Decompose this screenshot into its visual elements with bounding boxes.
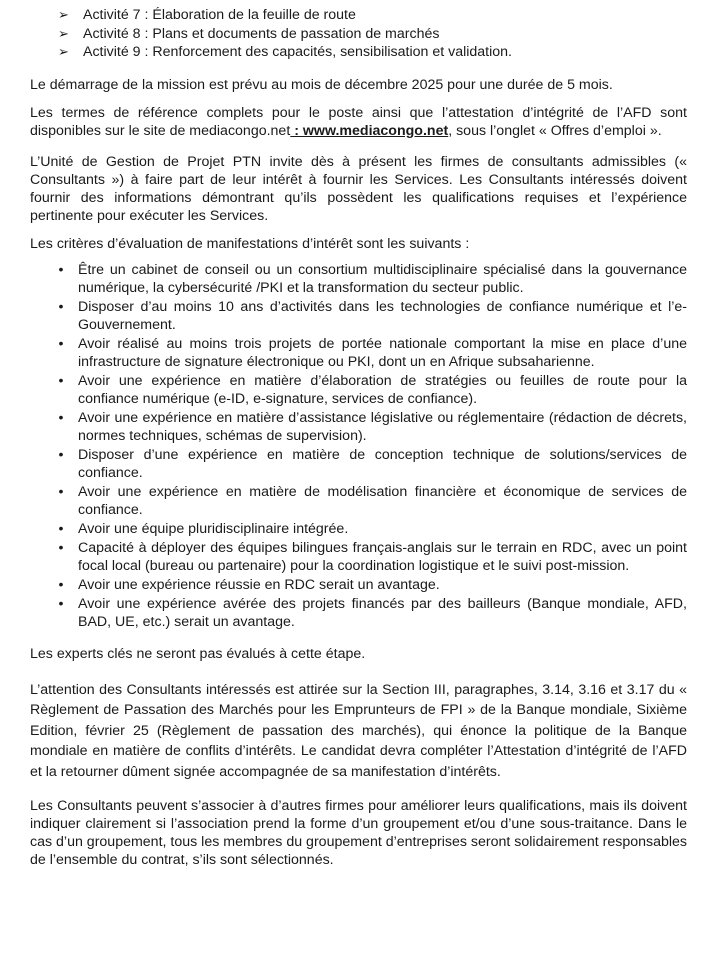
- dot-bullet-icon: •: [58, 576, 64, 593]
- dot-bullet-icon: •: [58, 261, 64, 278]
- arrow-bullet-icon: ➢: [58, 7, 69, 22]
- dot-bullet-icon: •: [58, 335, 64, 352]
- arrow-bullet-icon: ➢: [58, 44, 69, 59]
- list-item: ➢ Activité 9 : Renforcement des capacités, sensibilisation et validation.: [58, 44, 512, 60]
- arrow-bullet-icon: ➢: [58, 25, 69, 41]
- dot-bullet-icon: •: [58, 298, 64, 315]
- mediacongo-link[interactable]: : www.mediacongo.net: [290, 122, 449, 139]
- dot-bullet-icon: •: [58, 483, 64, 500]
- list-item: • Disposer d’une expérience en matière de conception technique de solutions/services de confiance.: [54, 446, 687, 482]
- list-item: ➢ Activité 8 : Plans et documents de passation de marchés: [58, 25, 440, 42]
- dot-bullet-icon: •: [58, 446, 64, 463]
- key-experts-paragraph: Les experts clés ne seront pas évalués à cette étape.: [30, 645, 366, 662]
- dot-bullet-icon: •: [58, 372, 64, 389]
- association-paragraph: Les Consultants peuvent s’associer à d’autres firmes pour améliorer leurs qualifications, mais ils doivent indiquer clairement si l’association prend la forme d’un groupement et/ou d’une sous-traitance. Dans le cas d’un groupement, tous les membres du groupement d’entreprises seront solidairement responsables de l’ensemble du contrat, s’ils sont sélectionnés.: [30, 798, 687, 868]
- criteria-intro: Les critères d’évaluation de manifestations d’intérêt sont les suivants :: [30, 235, 470, 252]
- dot-bullet-icon: •: [58, 409, 64, 426]
- document-page: [30, 6, 687, 869]
- list-item: • Disposer d’au moins 10 ans d’activités dans les technologies de confiance numérique et l’e-Gouvernement.: [54, 298, 687, 334]
- dot-bullet-icon: •: [58, 520, 64, 537]
- list-item: • Avoir réalisé au moins trois projets de portée nationale comportant la mise en place d’une infrastructure de signature électronique ou PKI, dont un en Afrique subsaharienne.: [54, 335, 687, 371]
- mission-start-paragraph: Le démarrage de la mission est prévu au mois de décembre 2025 pour une durée de 5 mois.: [30, 76, 613, 93]
- list-item: • Avoir une expérience en matière de modélisation financière et économique de services de confiance.: [54, 483, 687, 519]
- list-item: • Avoir une équipe pluridisciplinaire intégrée.: [54, 520, 687, 538]
- list-item: • Être un cabinet de conseil ou un consortium multidisciplinaire spécialisé dans la gouvernance numérique, la cybersécurité /PKI et la transformation du secteur public.: [54, 261, 687, 297]
- dot-bullet-icon: •: [58, 539, 64, 556]
- list-item: • Avoir une expérience en matière d’assistance législative ou réglementaire (rédaction de décrets, normes techniques, schémas de supervision).: [54, 409, 687, 445]
- terms-of-reference-paragraph: Les termes de référence complets pour le poste ainsi que l’attestation d’intégrité de l’AFD sont disponibles sur le site de mediacongo.net : www.mediacongo.net, sous l’onglet « Offres d’emploi ».: [30, 104, 687, 139]
- list-item: • Avoir une expérience en matière d’élaboration de stratégies ou feuilles de route pour la confiance numérique (e-ID, e-signature, services de confiance).: [54, 372, 687, 408]
- list-item: ➢ Activité 7 : Élaboration de la feuille de route: [58, 7, 356, 23]
- criteria-list: [54, 261, 687, 631]
- dot-bullet-icon: •: [58, 595, 64, 612]
- activity-list: [58, 6, 687, 62]
- list-item: • Avoir une expérience avérée des projets financés par des bailleurs (Banque mondiale, AFD, BAD, UE, etc.) serait un avantage.: [54, 595, 687, 631]
- invitation-paragraph: L’Unité de Gestion de Projet PTN invite dès à présent les firmes de consultants admissibles (« Consultants ») à faire part de leur intérêt à fournir les Services. Les Consultants intéressés doivent fournir des informations démontrant qu’ils possèdent les qualifications requises et l’expérience pertinente pour exécuter les Services.: [30, 153, 687, 224]
- list-item: • Avoir une expérience réussie en RDC serait un avantage.: [54, 576, 687, 594]
- list-item: • Capacité à déployer des équipes bilingues français-anglais sur le terrain en RDC, avec un point focal local (bureau ou partenaire) pour la coordination logistique et le suivi post-mission.: [54, 539, 687, 575]
- conflict-of-interest-paragraph: L’attention des Consultants intéressés est attirée sur la Section III, paragraphes, 3.14, 3.16 et 3.17 du « Règlement de Passation des Marchés pour les Emprunteurs de FPI » de la Banque mondiale, Sixième Edition, février 25 (Règlement de passation des marchés), qui énonce la politique de la Banque mondiale en matière de conflits d’intérêts. Le candidat devra compléter l’Attestation d’intégrité de l’AFD et la retourner dûment signée accompagnée de sa manifestation d’intérêts.: [30, 681, 687, 780]
